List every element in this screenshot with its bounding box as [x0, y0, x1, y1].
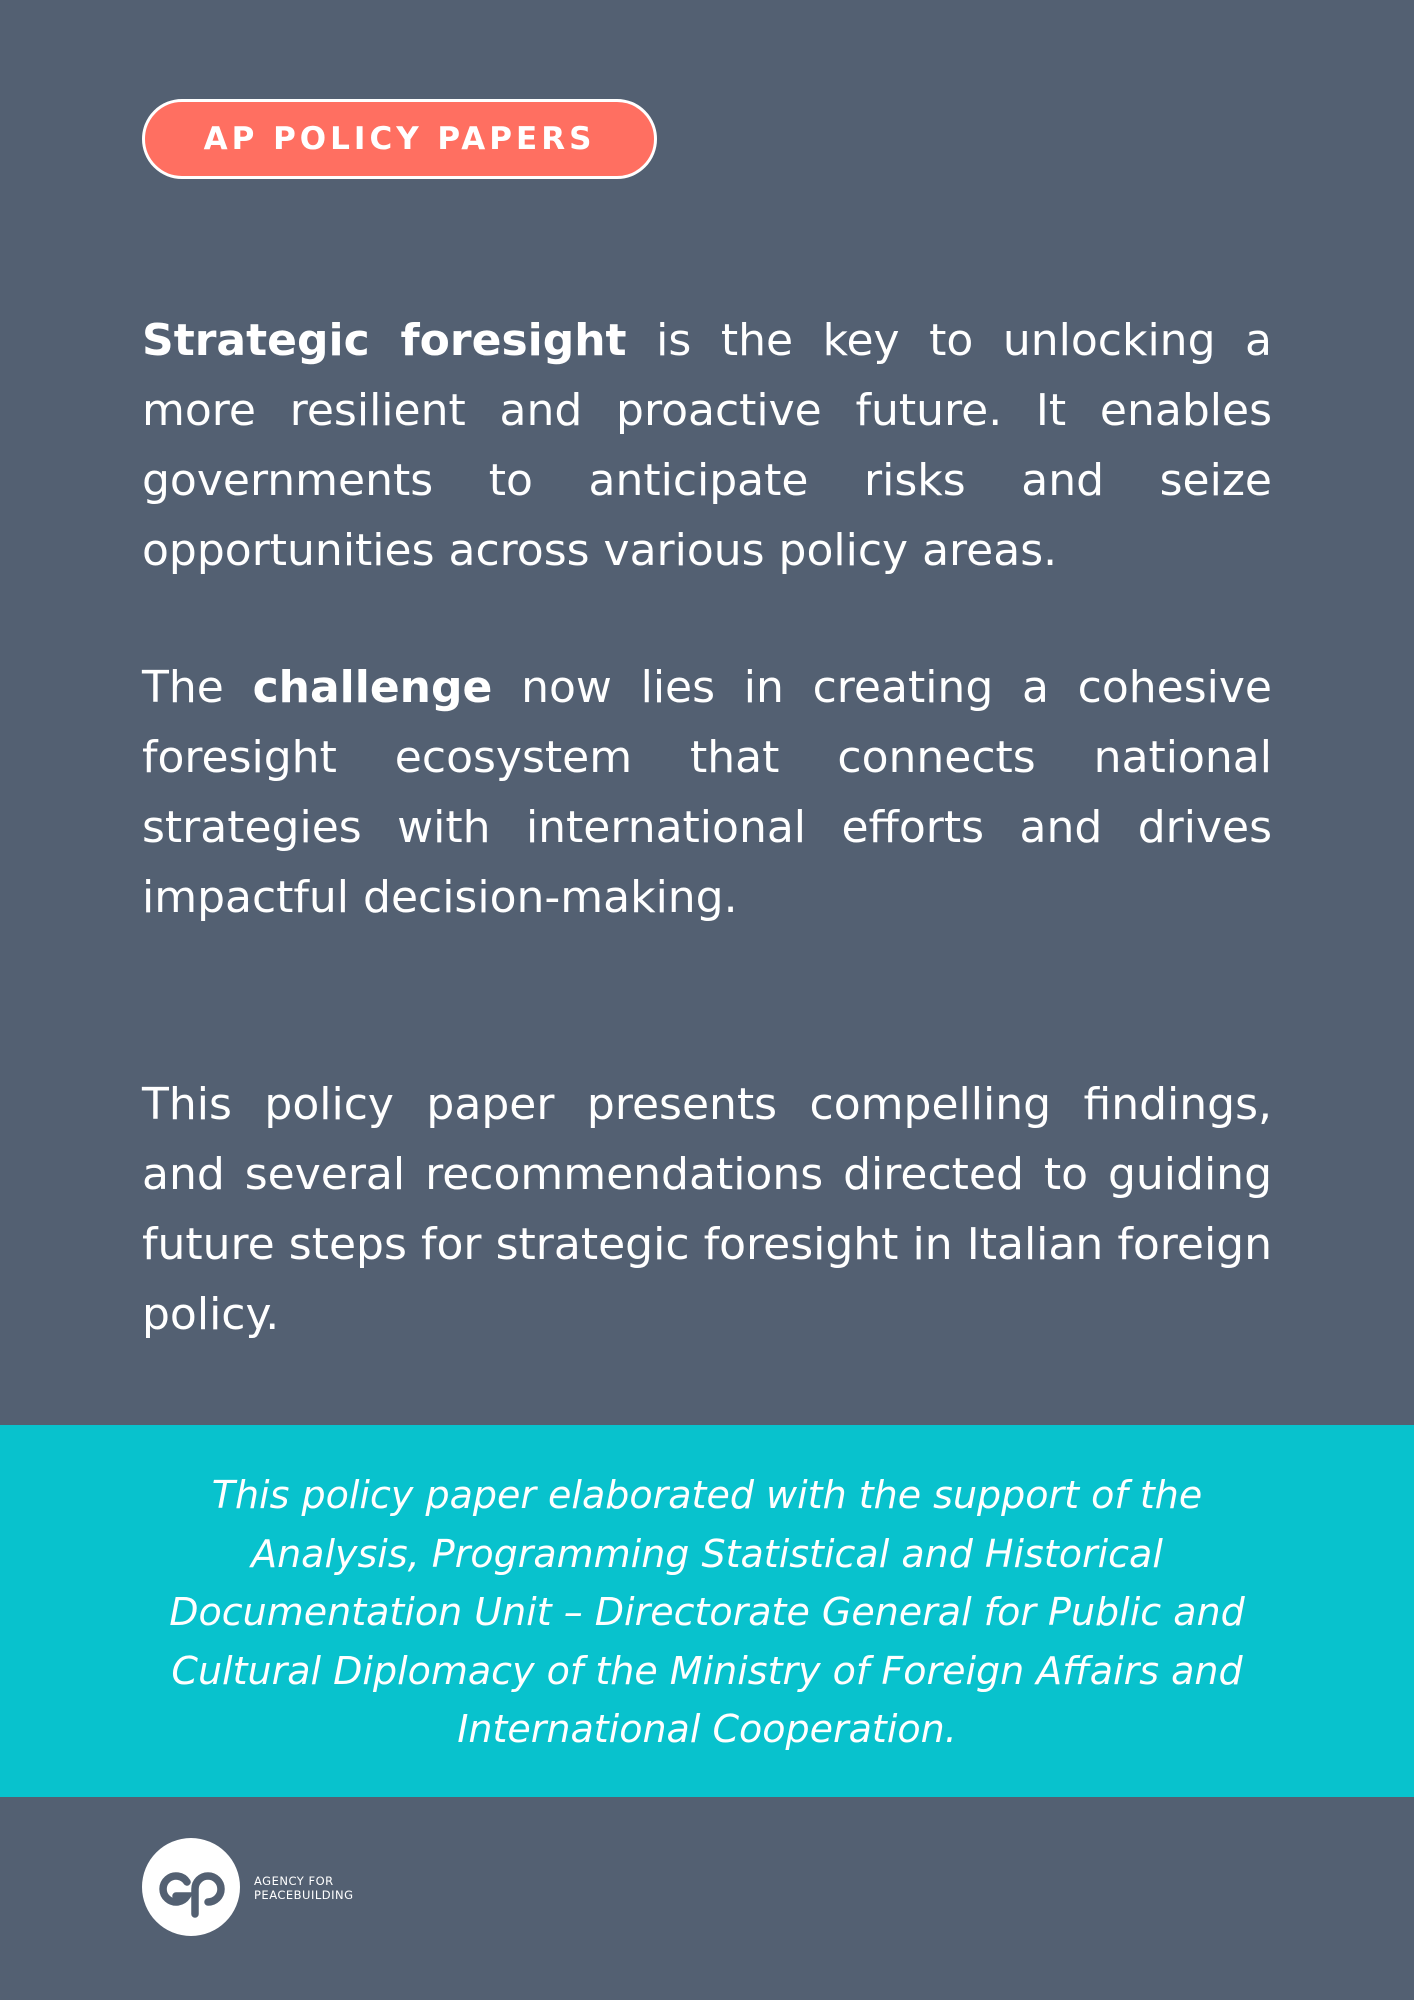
organization-name — [254, 1874, 354, 1902]
acknowledgement-line: Documentation Unit – Directorate General for Public and — [169, 1590, 1245, 1634]
acknowledgement-line: International Cooperation. — [457, 1707, 957, 1751]
findings-paragraph-text: This policy paper presents compelling findings, and several recommendations directed to guiding future steps for strategic foresight in Italian foreign policy. — [142, 1079, 1272, 1340]
organization-name-line: AGENCY FOR — [254, 1874, 334, 1888]
strategic-foresight-term: Strategic foresight — [142, 315, 627, 366]
intro-paragraph — [142, 306, 1272, 586]
ap-logo-mark — [142, 1838, 240, 1936]
organization-name-line: PEACEBUILDING — [254, 1888, 354, 1902]
series-badge: AP POLICY PAPERS — [142, 99, 657, 179]
acknowledgement-line: Analysis, Programming Statistical and Historical — [251, 1531, 1163, 1576]
challenge-term: challenge — [252, 662, 493, 713]
ap-logo-icon — [142, 1838, 240, 1936]
challenge-paragraph-text: now lies in creating a cohesive foresight ecosystem that connects national strategies with international efforts and drives impactful decision-making. — [142, 662, 1272, 923]
challenge-paragraph — [142, 653, 1272, 933]
intro-paragraph-text: is the key to unlocking a more resilient and proactive future. It enables governments to anticipate risks and seize opportunities across various policy areas. — [142, 315, 1273, 576]
challenge-paragraph-lead: The — [142, 662, 253, 713]
acknowledgement-text — [140, 1466, 1274, 1759]
acknowledgement-line: This policy paper elaborated with the support of the — [211, 1473, 1203, 1517]
findings-paragraph — [142, 1070, 1272, 1350]
acknowledgement-line: Cultural Diplomacy of the Ministry of Foreign Affairs and — [171, 1648, 1243, 1693]
